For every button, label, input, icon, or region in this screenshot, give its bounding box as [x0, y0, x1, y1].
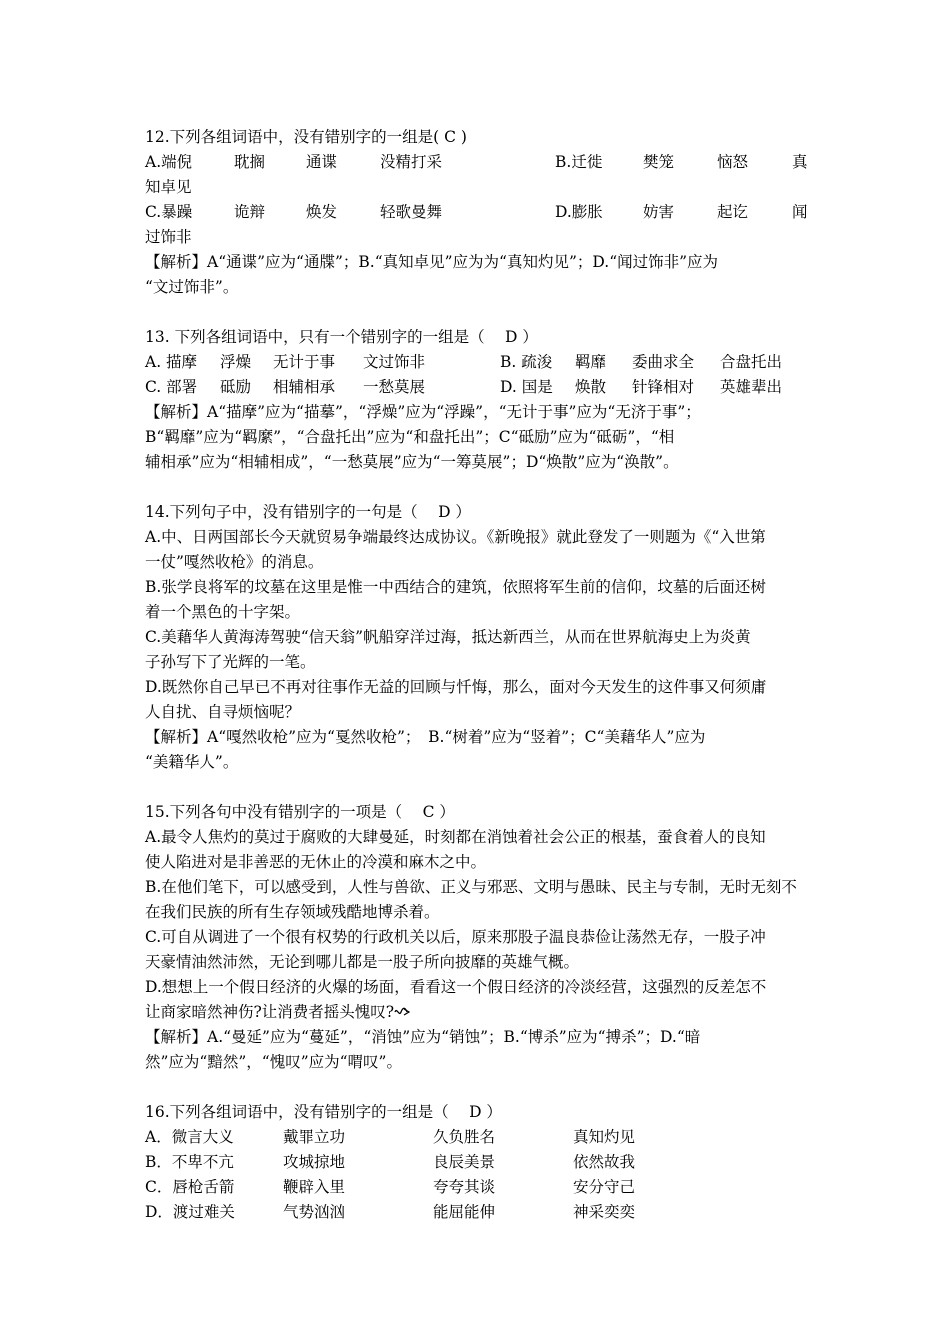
- analysis-text: 辅相承”应为“相辅相成”，“一愁莫展”应为“一筹莫展”；D“焕散”应为“涣散”。: [145, 453, 679, 471]
- word: 合盘托出: [720, 353, 783, 371]
- word: 浮燥: [220, 353, 252, 371]
- word: 真知灼见: [573, 1128, 636, 1146]
- option-d-text: D.想想上一个假日经济的火爆的场面，看看这一个假日经济的冷淡经营，这强烈的反差怎不: [145, 978, 767, 996]
- option-row: [145, 375, 807, 400]
- analysis-text: “文过饰非”。: [145, 278, 239, 296]
- word: 久负胜名: [433, 1128, 496, 1146]
- question-title: 14.下列句子中，没有错别字的一句是（ D ）: [145, 503, 471, 521]
- word: 耽搁: [234, 153, 266, 171]
- word: 鞭辟入里: [283, 1178, 346, 1196]
- analysis-text: 【解析】A.“曼延”应为“蔓延”，“消蚀”应为“销蚀”；B.“博杀”应为“搏杀”；D.“暗: [145, 1028, 701, 1046]
- question-title: 12.下列各组词语中，没有错别字的一组是( C ): [145, 128, 467, 146]
- analysis-text: 【解析】A“描摩”应为“描摹”，“浮燥”应为“浮躁”，“无计于事”应为“无济于事”；: [145, 403, 701, 421]
- option-row: [145, 350, 807, 375]
- word: 真: [792, 153, 808, 171]
- option-b-text: B.在他们笔下，可以感受到，人性与兽欲、正义与邪恶、文明与愚昧、民主与专制，无时无刻不: [145, 878, 797, 896]
- option-a-label: A.端倪: [145, 153, 193, 171]
- word: 委曲求全: [632, 353, 695, 371]
- question-title: 15.下列各句中没有错别字的一项是（ C ）: [145, 803, 455, 821]
- option-c-text: 天豪情油然沛然，无论到哪儿都是一股子所向披靡的英雄气概。: [145, 953, 580, 971]
- option-c-text: C.美藉华人黄海涛驾驶“信天翁”帆船穿洋过海，抵达新西兰，从而在世界航海史上为炎黄: [145, 628, 751, 646]
- word: 没精打采: [380, 153, 443, 171]
- word: 良辰美景: [433, 1153, 496, 1171]
- word: C．唇枪舌箭: [145, 1178, 235, 1196]
- option-row: [145, 200, 807, 225]
- word: 文过饰非: [363, 353, 426, 371]
- word: 通谍: [306, 153, 338, 171]
- question-13: [145, 325, 807, 475]
- word: 起讫: [717, 203, 749, 221]
- word: 攻城掠地: [283, 1153, 346, 1171]
- option-a-text: A.最令人焦灼的莫过于腐败的大肆曼延，时刻都在消蚀着社会公正的根基，蚕食着人的良知: [145, 828, 766, 846]
- word: 依然故我: [573, 1153, 636, 1171]
- word: A．微言大义: [145, 1128, 234, 1146]
- option-row-a: [145, 1125, 807, 1150]
- option-b-text: 着一个黑色的十字架。: [145, 603, 301, 621]
- spacer: [145, 1075, 807, 1100]
- option-continuation: 过饰非: [145, 228, 192, 246]
- word: 妨害: [643, 203, 675, 221]
- spacer: [145, 475, 807, 500]
- option-row: [145, 150, 807, 175]
- option-d-label: D.膨胀: [555, 203, 603, 221]
- squiggle-mark-icon: [394, 1006, 410, 1018]
- word: 英雄辈出: [720, 378, 783, 396]
- analysis-text: 【解析】A“通谍”应为“通牒”；B.“真知卓见”应为为“真知灼见”；D.“闻过饰非”应为: [145, 253, 719, 271]
- word: B．不卑不亢: [145, 1153, 234, 1171]
- question-12: [145, 125, 807, 300]
- analysis-text: 然”应为“黯然”，“愧叹”应为“喟叹”。: [145, 1053, 402, 1071]
- word: 闻: [792, 203, 808, 221]
- option-a-text: 使人陷进对是非善恶的无休止的冷漠和麻木之中。: [145, 853, 487, 871]
- question-16: [145, 1100, 807, 1225]
- spacer: [145, 300, 807, 325]
- word: 一愁莫展: [363, 378, 426, 396]
- analysis-text: “美籍华人”。: [145, 753, 239, 771]
- word: 气势汹汹: [283, 1203, 346, 1221]
- option-a-text: 一仗”嘎然收枪》的消息。: [145, 553, 324, 571]
- word: 针锋相对: [632, 378, 695, 396]
- option-c-label: C. 部署: [145, 378, 198, 396]
- analysis-text: 【解析】A“嘎然收枪”应为“戛然收枪”； B.“树着”应为“竖着”；C“美藉华人”应为: [145, 728, 706, 746]
- option-b-label: B.迁徙: [555, 153, 603, 171]
- word: 相辅相承: [273, 378, 336, 396]
- word: 轻歌曼舞: [380, 203, 443, 221]
- word: 樊笼: [643, 153, 675, 171]
- option-continuation: 知卓见: [145, 178, 192, 196]
- word: 焕发: [306, 203, 338, 221]
- word: 恼怒: [717, 153, 749, 171]
- option-b-text: B.张学良将军的坟墓在这里是惟一中西结合的建筑，依照将军生前的信仰，坟墓的后面还树: [145, 578, 766, 596]
- word: D．渡过难关: [145, 1203, 235, 1221]
- option-a-label: A. 描摩: [145, 353, 198, 371]
- option-row-c: [145, 1175, 807, 1200]
- option-c-label: C.暴躁: [145, 203, 193, 221]
- option-b-text: 在我们民族的所有生存领域残酷地博杀着。: [145, 903, 440, 921]
- option-d-text: 人自扰、自寻烦恼呢？: [145, 703, 301, 721]
- word: 诡辩: [234, 203, 266, 221]
- question-14: [145, 500, 807, 775]
- word: 能屈能伸: [433, 1203, 496, 1221]
- option-d-label: D. 国是: [500, 378, 553, 396]
- word: 焕散: [575, 378, 607, 396]
- word: 羁靡: [575, 353, 607, 371]
- option-c-text: 子孙写下了光辉的一笔。: [145, 653, 316, 671]
- word: 夸夸其谈: [433, 1178, 496, 1196]
- word: 神采奕奕: [573, 1203, 636, 1221]
- word: 安分守己: [573, 1178, 636, 1196]
- option-b-label: B. 疏浚: [500, 353, 553, 371]
- question-title: 13. 下列各组词语中，只有一个错别字的一组是（ D ）: [145, 328, 538, 346]
- option-d-text: 让商家暗然神伤?让消费者摇头愧叹?: [145, 1003, 395, 1021]
- question-title: 16.下列各组词语中，没有错别字的一组是（ D ）: [145, 1103, 502, 1121]
- option-row-d: [145, 1200, 807, 1225]
- spacer: [145, 775, 807, 800]
- option-row-b: [145, 1150, 807, 1175]
- option-a-text: A.中、日两国部长今天就贸易争端最终达成协议。《新晚报》就此登发了一则题为《“入世第: [145, 528, 766, 546]
- option-c-text: C.可自从调进了一个很有权势的行政机关以后，原来那股子温良恭俭让荡然无存，一股子冲: [145, 928, 766, 946]
- word: 戴罪立功: [283, 1128, 346, 1146]
- word: 砥励: [220, 378, 252, 396]
- question-15: [145, 800, 807, 1075]
- option-d-text: D.既然你自己早已不再对往事作无益的回顾与忏悔，那么，面对今天发生的这件事又何须庸: [145, 678, 767, 696]
- option-d-line: [145, 1000, 807, 1025]
- word: 无计于事: [273, 353, 336, 371]
- analysis-text: B“羁靡”应为“羁縻”，“合盘托出”应为“和盘托出”；C“砥励”应为“砥砺”，“相: [145, 428, 675, 446]
- document-page: [145, 125, 807, 1225]
